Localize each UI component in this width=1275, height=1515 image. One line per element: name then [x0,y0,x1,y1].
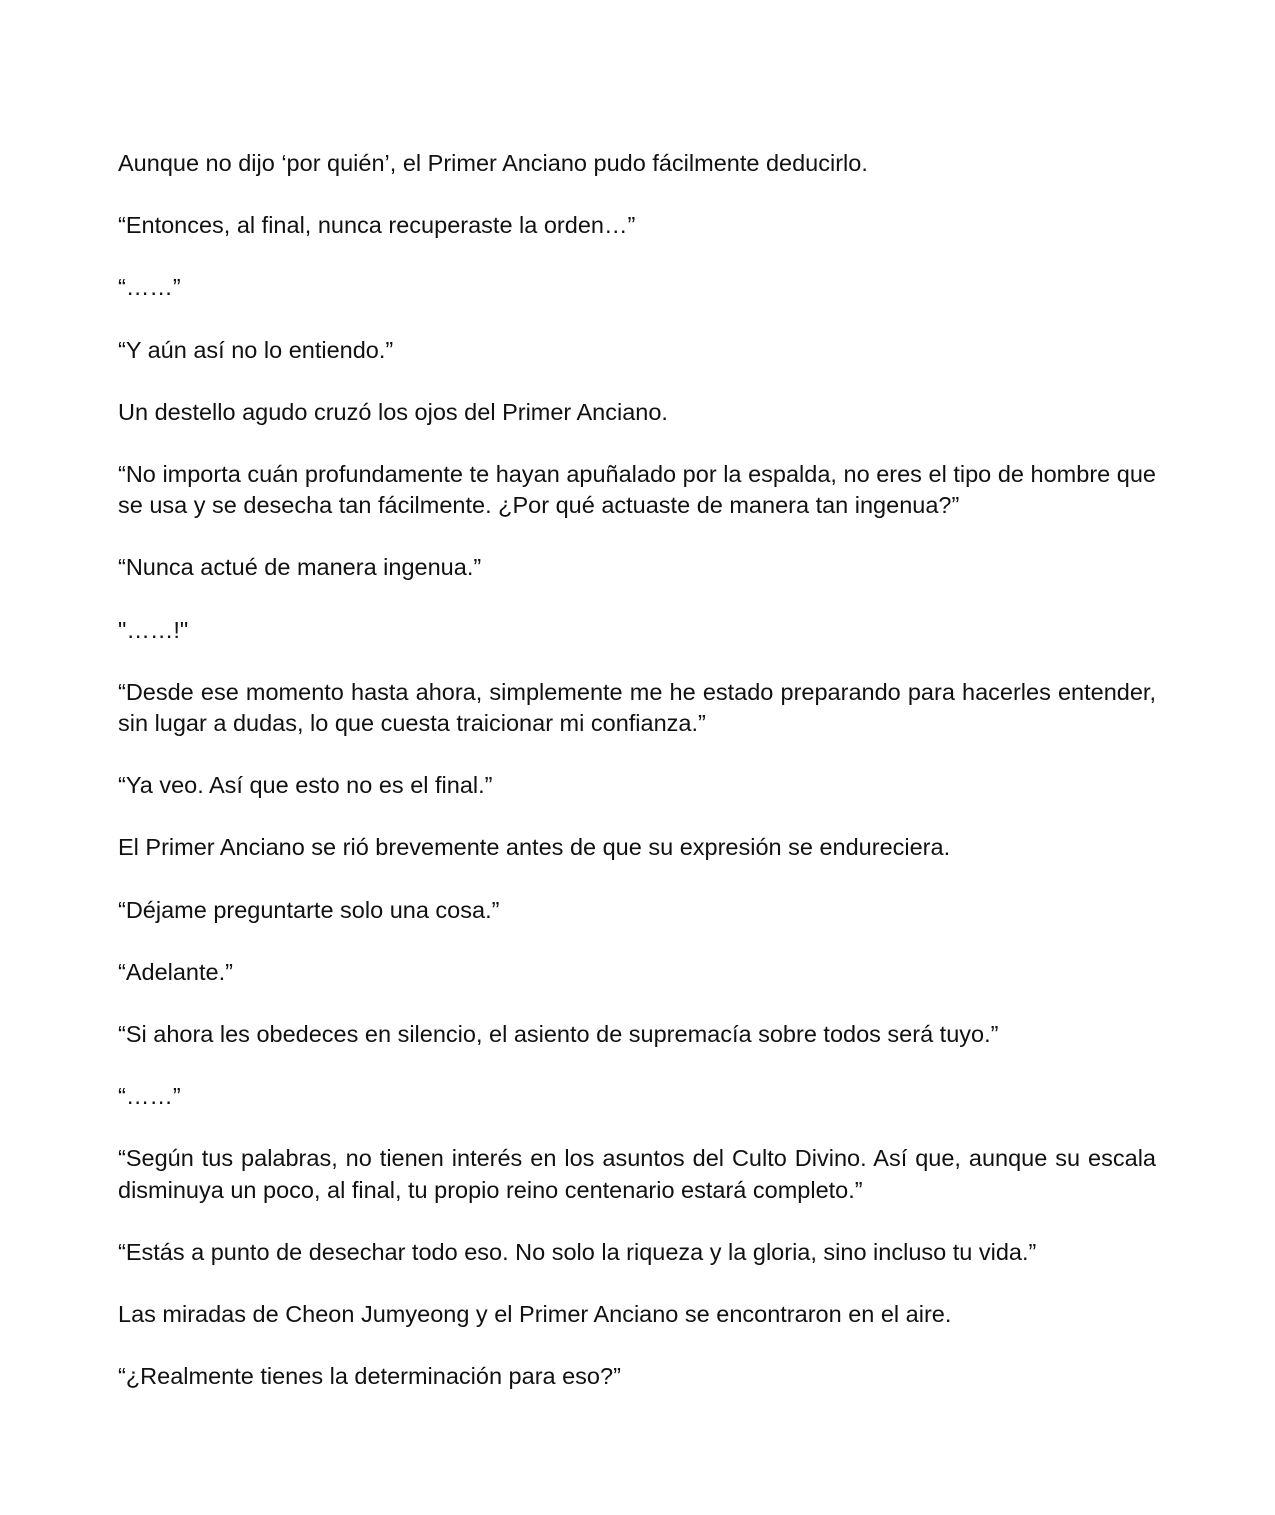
paragraph: "……!" [118,616,189,643]
paragraph: “No importa cuán profundamente te hayan apuñalado por la espalda, no eres el tipo de hombre que se usa y se desecha tan fácilmente. ¿Por qué actuaste de manera tan ingenua?” [118,461,1156,519]
paragraph: Aunque no dijo ‘por quién’, el Primer Anciano pudo fácilmente deducirlo. [118,150,868,176]
paragraph: “Ya veo. Así que esto no es el final.” [118,772,493,799]
paragraph: Las miradas de Cheon Jumyeong y el Primer Anciano se encontraron en el aire. [118,1301,952,1328]
paragraph: “Déjame preguntarte solo una cosa.” [118,896,500,923]
paragraph: Un destello agudo cruzó los ojos del Primer Anciano. [118,398,668,425]
paragraph: “¿Realmente tienes la determinación para eso?” [118,1363,621,1390]
paragraph: “Si ahora les obedeces en silencio, el asiento de supremacía sobre todos será tuyo.” [118,1021,999,1048]
paragraph: “Según tus palabras, no tienen interés en los asuntos del Culto Divino. Así que, aunque su escala disminuya un poco, al final, tu propio reino centenario estará completo.” [118,1145,1156,1203]
paragraph: “……” [118,274,181,301]
paragraph: “……” [118,1083,181,1110]
paragraph: “Adelante.” [118,958,233,985]
document-page [118,148,1156,1392]
paragraph: El Primer Anciano se rió brevemente antes de que su expresión se endureciera. [118,834,951,861]
paragraph: “Y aún así no lo entiendo.” [118,336,394,363]
paragraph: “Desde ese momento hasta ahora, simplemente me he estado preparando para hacerles entender, sin lugar a dudas, lo que cuesta traicionar mi confianza.” [118,678,1156,737]
paragraph: “Estás a punto de desechar todo eso. No solo la riqueza y la gloria, sino incluso tu vida.” [118,1238,1037,1265]
paragraph: “Entonces, al final, nunca recuperaste la orden…” [118,212,636,239]
paragraph: “Nunca actué de manera ingenua.” [118,554,482,581]
